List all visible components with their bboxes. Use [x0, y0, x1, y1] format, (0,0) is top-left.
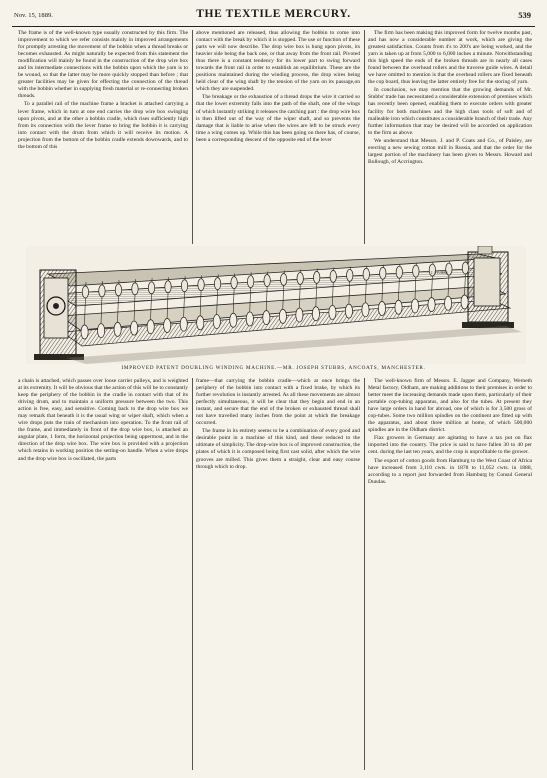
- maker-stamp: J. STUBBS: [431, 271, 448, 275]
- bobbin: [98, 324, 105, 338]
- figure-caption: IMPROVED PATENT DOUBLING WINDING MACHINE.—MR. JOSEPH STUBBS, ANCOATS, MANCHESTER.: [121, 365, 426, 371]
- paragraph: a chain is attached, which passes over loose carrier pulleys, and is weighted at its extremity. It will be obvious that the action of this will be to constantly keep the periphery of the bobbin in the cradle in contact with that of its driving drum, and to maintain a uniform pressure between the two. This action is free, easy, and sensitive. Coming back to the drop wire box we may remark that beneath it is the usual wing or wiper shaft, which when a wire drops puts the train of mechanism into operation. To the front rail of the frame, and immediately in front of the drop wire box, is attached an angular plate, 1 form, the horizontal projection being uppermost, and in the direction of the drop wire box. The wire box is provided with a projection which retains in working position the setting-on handle. When a wire drops and the drop wire box is oscillated, the parts: [18, 378, 188, 462]
- bobbin: [180, 317, 187, 331]
- column-6: [368, 378, 532, 770]
- header-rule: [12, 26, 535, 27]
- bobbin: [347, 269, 353, 281]
- bobbin: [363, 268, 369, 280]
- bobbin: [314, 271, 320, 283]
- bobbin: [213, 315, 220, 329]
- bobbin: [296, 308, 303, 322]
- bobbin: [330, 270, 336, 282]
- paragraph: We understand that Messrs. J. and P. Coats and Co., of Paisley, are erecting a new sewing cotton mill in Russia, and that the order for the largest portion of the machinery has been given to Messrs. Howard and Bullough, of Accrington.: [368, 137, 532, 165]
- bobbin: [444, 296, 451, 310]
- paragraph: The breakage or the exhaustion of a thread drops the wire it carried so that the lower extremity falls into the path of the shaft, one of the wings of which instantly striking it releases the catching part : the drop wire box is then lifted out of the way of the wiper shaft, and so prevents the damage that is liable to arise when the wires are left to be struck every time a wing comes up. While this has been going on there has, of course, been a corresponding descent of the opposite end of the lever: [196, 94, 360, 143]
- bobbin: [99, 285, 105, 297]
- machine-engraving: [26, 246, 526, 364]
- bobbin: [132, 283, 138, 295]
- bobbin: [280, 273, 286, 285]
- bobbin: [198, 279, 204, 291]
- paragraph: The frame in its entirety seems to be a combination of every good and desirable point in a machine of this kind, and these reduced to the ultimate of simplicity. The drop-wire box is of improved construction, the plates of which it is composed being first cast solid, after which the wire grooves are milled. This gives them a straight, clear and easy course through which to drop.: [196, 428, 360, 470]
- paragraph: above mentioned are released, thus allowing the bobbin to come into contact with the break by which it is stopped. The use or function of these parts we will now describe. The drop wire box is hung upon pivots, its heavier side being the back one, or that away from the front rail. Pivoted thus there is a constant tendency for its lower part to swing forward towards the front rail in order to establish an equilibrium. These are the positions maintained during the winding process, the drop wires being held clear of the wing shaft by the tension of the yarn on its passage,on which they are suspended.: [196, 30, 360, 93]
- paragraph: In conclusion, we may mention that the growing demands of Mr. Stubbs' trade has necessitated a considerable extension of premises which has recently been opened, enabling them to execute orders with greater facility for both machines and the high class tools of soft and of malleable iron which constitutes a considerable branch of their trade. Any further information that may be desired will be accorded on application to the firm as above.: [368, 87, 532, 136]
- bobbin: [231, 277, 237, 289]
- publication-title: THE TEXTILE MERCURY.: [196, 8, 351, 20]
- bobbin: [312, 307, 319, 321]
- bobbin: [246, 312, 253, 326]
- bobbin: [81, 325, 88, 339]
- bobbin: [147, 320, 154, 334]
- column-1: [18, 30, 188, 266]
- paragraph: The well-known firm of Messrs. E. Jagger and Company, Werneth Metal factory, Oldham, are making additions to their premises in order to better meet the increasing demands made upon them, particularly of their portable cop-tubing apparatus, and also for the tubes. At present they have large orders in hand for abroad, one of which is for 3,500 gross of cop-tubes. Some two million spindles on the continent are fitted up with the apparatus, and about three million at home, of which 500,000 spindles are in the Oldham district.: [368, 378, 532, 434]
- bobbin: [214, 278, 220, 290]
- bobbin: [396, 266, 402, 278]
- bobbin: [263, 311, 270, 325]
- bobbin: [114, 322, 121, 336]
- column-3: [368, 30, 532, 266]
- bobbin: [461, 295, 468, 309]
- bobbin: [462, 262, 468, 274]
- page-header: [12, 8, 535, 24]
- bobbin: [378, 302, 385, 316]
- bobbin: [413, 265, 419, 277]
- column-divider: [192, 30, 193, 244]
- paragraph: The firm has been making this improved form for twelve months past, and has now a considerable number at work, which are giving the greatest satisfaction. Counts from 4's to 200's are being worked, and the yarn is taken up at from 5,000 to 6,000 inches a minute. Notwithstanding this high speed the ends of the broken threads are in nearly all cases found between the overhead rollers and the traverse guide wires. A detail we have omitted to mention is that the overhead rollers are fixed beneath the cop board, thus leaving the latter entirely free for the storing of yarn.: [368, 30, 532, 86]
- bobbin: [345, 304, 352, 318]
- bobbin: [197, 316, 204, 330]
- bobbin: [165, 281, 171, 293]
- paragraph: Flax growers in Germany are agitating to have a tax put on flax imported into the country. The price is said to have fallen 30 to 40 per cent. during the last ten years, and the crop is unprofitable to the grower.: [368, 435, 532, 456]
- bobbin: [82, 286, 88, 298]
- bobbin: [148, 282, 154, 294]
- bobbin: [362, 303, 369, 317]
- bobbin: [279, 309, 286, 323]
- bobbin: [395, 300, 402, 314]
- bobbin: [181, 280, 187, 292]
- column-divider: [364, 378, 365, 770]
- paragraph: The frame is of the well-known type usually constructed by this firm. The improvement to which we refer consists mainly in improved arrangements for promptly arresting the movement of the bobbin when a thread breaks or becomes exhausted. As might naturally be expected from this statement the modification will mainly be found in the construction of the drop wire box and its intermediate connections with the bobbin upon which the yarn is to be wound, so that the latter may be more quickly stopped than before ; that greater facilities may be given for effecting the connection of the thread with the bobbin whether in supplying fresh material or re-connecting broken threads.: [18, 30, 188, 100]
- column-divider: [364, 30, 365, 244]
- column-2: [196, 30, 360, 266]
- bobbin: [230, 313, 237, 327]
- column-5: [196, 378, 360, 770]
- bobbin: [247, 276, 253, 288]
- paragraph: To a parallel rail of the machine frame a bracket is attached carrying a lever frame, which in turn at one end carries the drop wire box swinging upon pivots, and at the other a bobbin cradle, which rises sufficiently high from its connection with the lever frame to bring the bobbin it is carrying into contact with the drum from which it will receive its motion. A projection from the bottom of the bobbin cradle extends downwards, and to the bottom of this: [18, 101, 188, 150]
- bobbin: [164, 318, 171, 332]
- bobbin: [411, 299, 418, 313]
- paragraph: frame—that carrying the bobbin cradle—which at once brings the periphery of the bobbin into contact with a fixed brake, by which its further revolution is instantly arrested. As all these movements are almost perfectly simultaneous, it will be clear that they begin and end in an instant, and secure that the end of the broken or exhausted thread shall not have travelled many inches from the point at which the breakage occurred.: [196, 378, 360, 427]
- page-number: 539: [518, 10, 531, 20]
- bobbin: [264, 275, 270, 287]
- bobbin: [380, 267, 386, 279]
- column-divider: [192, 378, 193, 770]
- bobbin: [297, 272, 303, 284]
- paragraph: The export of cotton goods from Hamburg to the West Coast of Africa have increased from 3,110 cwts. in 1878 to 11,052 cwts. in 1888, according to a report just forwarded from Hamburg by Consul General Dundas.: [368, 457, 532, 485]
- bobbin: [115, 284, 121, 296]
- column-4: [18, 378, 188, 770]
- issue-date: Nov. 15, 1889.: [14, 12, 53, 19]
- bobbin: [131, 321, 138, 335]
- bobbin: [428, 298, 435, 312]
- bobbin: [329, 305, 336, 319]
